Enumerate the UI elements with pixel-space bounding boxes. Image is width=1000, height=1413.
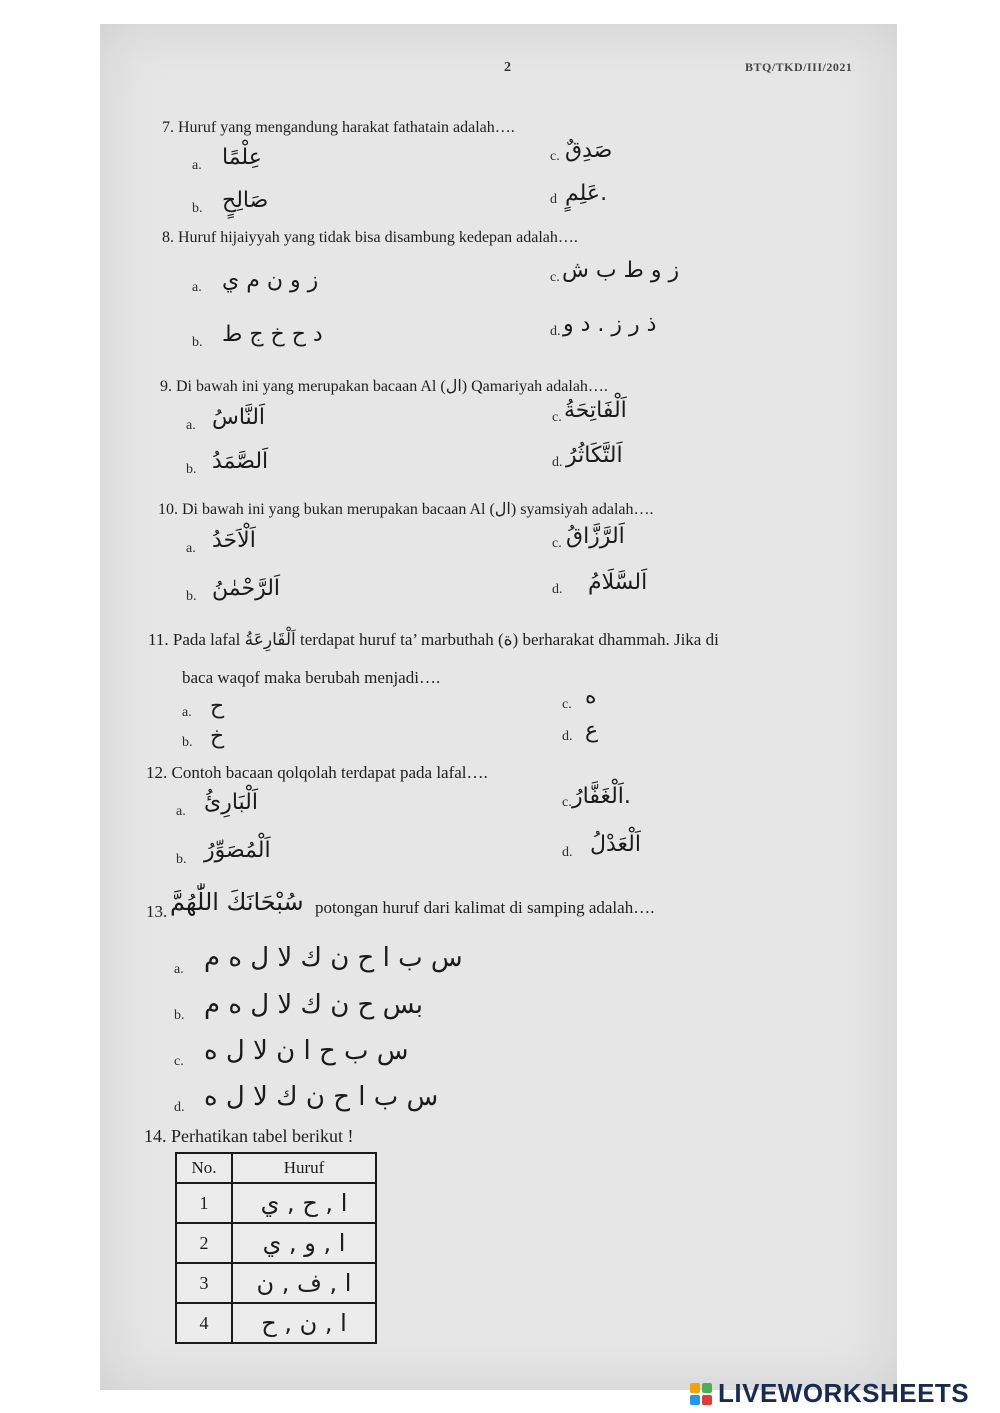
q8-option-c-text: ز و ط ب ش bbox=[562, 258, 680, 283]
table-cell-huruf: ا , ح , ي bbox=[232, 1183, 376, 1223]
q9-option-b-text: اَلصَّمَدُ bbox=[212, 449, 269, 474]
q7-option-d-text: عَلِمٍ. bbox=[565, 181, 608, 206]
q13-option-d-text: س ب ا ح ن ك لا ل ه bbox=[204, 1082, 439, 1112]
q10-option-c-text: اَلرَّزَّاقُ bbox=[566, 524, 625, 549]
q7-option-c-label: c. bbox=[550, 149, 560, 164]
table-row bbox=[176, 1183, 376, 1223]
logo-square bbox=[690, 1383, 700, 1393]
table-cell-huruf: ا , ف , ن bbox=[232, 1263, 376, 1303]
q9-option-a-label: a. bbox=[186, 418, 196, 433]
question-13-number: 13. bbox=[146, 902, 168, 921]
q8-option-a-label: a. bbox=[192, 280, 202, 295]
table-cell-no: 4 bbox=[176, 1303, 232, 1343]
q10-option-a-text: اَلْاَحَدُ bbox=[212, 528, 256, 553]
q12-option-d-label: d. bbox=[562, 845, 573, 860]
q11-option-b-label: b. bbox=[182, 735, 193, 750]
q11-option-b-text: خ bbox=[210, 724, 225, 749]
question-7-text: 7. Huruf yang mengandung harakat fathatain adalah…. bbox=[162, 119, 515, 136]
q9-option-b-label: b. bbox=[186, 462, 197, 477]
q9-option-d-label: d. bbox=[552, 455, 563, 470]
table-row bbox=[176, 1223, 376, 1263]
q13-option-d-label: d. bbox=[174, 1100, 185, 1115]
q12-option-c-label: c. bbox=[562, 795, 572, 810]
q12-option-a-text: اَلْبَارِئُ bbox=[204, 790, 259, 815]
q8-option-c-label: c. bbox=[550, 270, 560, 285]
q13-option-b-text: بس ح ن ك لا ل ه م bbox=[204, 990, 423, 1020]
q11-option-a-label: a. bbox=[182, 705, 192, 720]
q13-option-c-label: c. bbox=[174, 1054, 184, 1069]
q8-option-d-text: ذ ر ز . د و bbox=[563, 312, 657, 337]
q10-option-d-text: اَلسَّلَامُ bbox=[588, 570, 648, 595]
q11-option-d-text: ع bbox=[585, 718, 599, 743]
q11-option-d-label: d. bbox=[562, 729, 573, 744]
question-8-text: 8. Huruf hijaiyyah yang tidak bisa disambung kedepan adalah…. bbox=[162, 229, 578, 246]
question-9-text: 9. Di bawah ini yang merupakan bacaan Al (ال) Qamariyah adalah…. bbox=[160, 378, 608, 395]
huruf-table bbox=[175, 1152, 377, 1344]
question-11-text: 11. Pada lafal اَلْقَارِعَةُ terdapat huruf ta’ marbuthah (ة) berharakat dhammah. Jika di bbox=[148, 630, 719, 649]
question-14-text: 14. Perhatikan tabel berikut ! bbox=[144, 1126, 354, 1146]
question-11-text-continued: baca waqof maka berubah menjadi…. bbox=[182, 668, 441, 687]
q12-option-b-text: اَلْمُصَوِّرُ bbox=[204, 838, 271, 863]
q10-option-d-label: d. bbox=[552, 582, 563, 597]
table-header-huruf: Huruf bbox=[232, 1153, 376, 1183]
q8-option-b-label: b. bbox=[192, 335, 203, 350]
table-row bbox=[176, 1263, 376, 1303]
q9-option-d-text: اَلتَّكَاثُرُ bbox=[566, 443, 623, 468]
liveworksheets-text: LIVEWORKSHEETS bbox=[718, 1378, 970, 1408]
q7-option-b-text: صَالِحٍ bbox=[222, 188, 269, 213]
q7-option-a-label: a. bbox=[192, 158, 202, 173]
q8-option-a-text: ز و ن م ي bbox=[222, 268, 319, 293]
liveworksheets-watermark bbox=[690, 1378, 969, 1409]
q13-option-a-label: a. bbox=[174, 962, 184, 977]
q12-option-b-label: b. bbox=[176, 852, 187, 867]
liveworksheets-logo-icon bbox=[690, 1383, 712, 1405]
table-cell-no: 1 bbox=[176, 1183, 232, 1223]
logo-square bbox=[702, 1395, 712, 1405]
page-number: 2 bbox=[504, 60, 511, 75]
q8-option-b-text: د ح خ ج ط bbox=[222, 322, 323, 347]
logo-square bbox=[690, 1395, 700, 1405]
q13-option-c-text: س ب ح ا ن لا ل ه bbox=[204, 1036, 409, 1066]
q10-option-b-label: b. bbox=[186, 589, 197, 604]
q7-option-c-text: صَدِقٌ bbox=[565, 138, 613, 163]
logo-square bbox=[702, 1383, 712, 1393]
q8-option-d-label: d. bbox=[550, 324, 561, 339]
table-cell-huruf: ا , ن , ح bbox=[232, 1303, 376, 1343]
table-cell-huruf: ا , و , ي bbox=[232, 1223, 376, 1263]
q10-option-a-label: a. bbox=[186, 541, 196, 556]
q13-option-a-text: س ب ا ح ن ك لا ل ه م bbox=[204, 943, 463, 973]
q11-option-c-text: ه bbox=[585, 684, 597, 709]
table-cell-no: 2 bbox=[176, 1223, 232, 1263]
document-code: BTQ/TKD/III/2021 bbox=[745, 60, 853, 74]
table-header-row bbox=[176, 1153, 376, 1183]
question-13-arabic: سُبْحَانَكَ اللّٰهُمَّ bbox=[170, 888, 304, 916]
table-header-no: No. bbox=[176, 1153, 232, 1183]
q7-option-a-text: عِلْمًا bbox=[222, 145, 262, 170]
q11-option-a-text: ح bbox=[210, 694, 225, 719]
question-13-text: potongan huruf dari kalimat di samping adalah…. bbox=[315, 898, 655, 917]
q11-option-c-label: c. bbox=[562, 697, 572, 712]
q9-option-c-text: اَلْفَاتِحَةُ bbox=[564, 398, 627, 423]
q12-option-c-text: اَلْغَفَّارُ. bbox=[572, 784, 631, 809]
question-10-text: 10. Di bawah ini yang bukan merupakan bacaan Al (ال) syamsiyah adalah…. bbox=[158, 501, 654, 518]
q7-option-b-label: b. bbox=[192, 201, 203, 216]
table-row bbox=[176, 1303, 376, 1343]
table-cell-no: 3 bbox=[176, 1263, 232, 1303]
q13-option-b-label: b. bbox=[174, 1008, 185, 1023]
question-12-text: 12. Contoh bacaan qolqolah terdapat pada lafal…. bbox=[146, 763, 488, 782]
q10-option-c-label: c. bbox=[552, 536, 562, 551]
q12-option-a-label: a. bbox=[176, 804, 186, 819]
q9-option-a-text: اَلنَّاسُ bbox=[212, 405, 266, 430]
q9-option-c-label: c. bbox=[552, 410, 562, 425]
q10-option-b-text: اَلرَّحْمٰنُ bbox=[212, 576, 281, 601]
q7-option-d-label: d bbox=[550, 192, 557, 207]
q12-option-d-text: اَلْعَدْلُ bbox=[590, 832, 641, 857]
